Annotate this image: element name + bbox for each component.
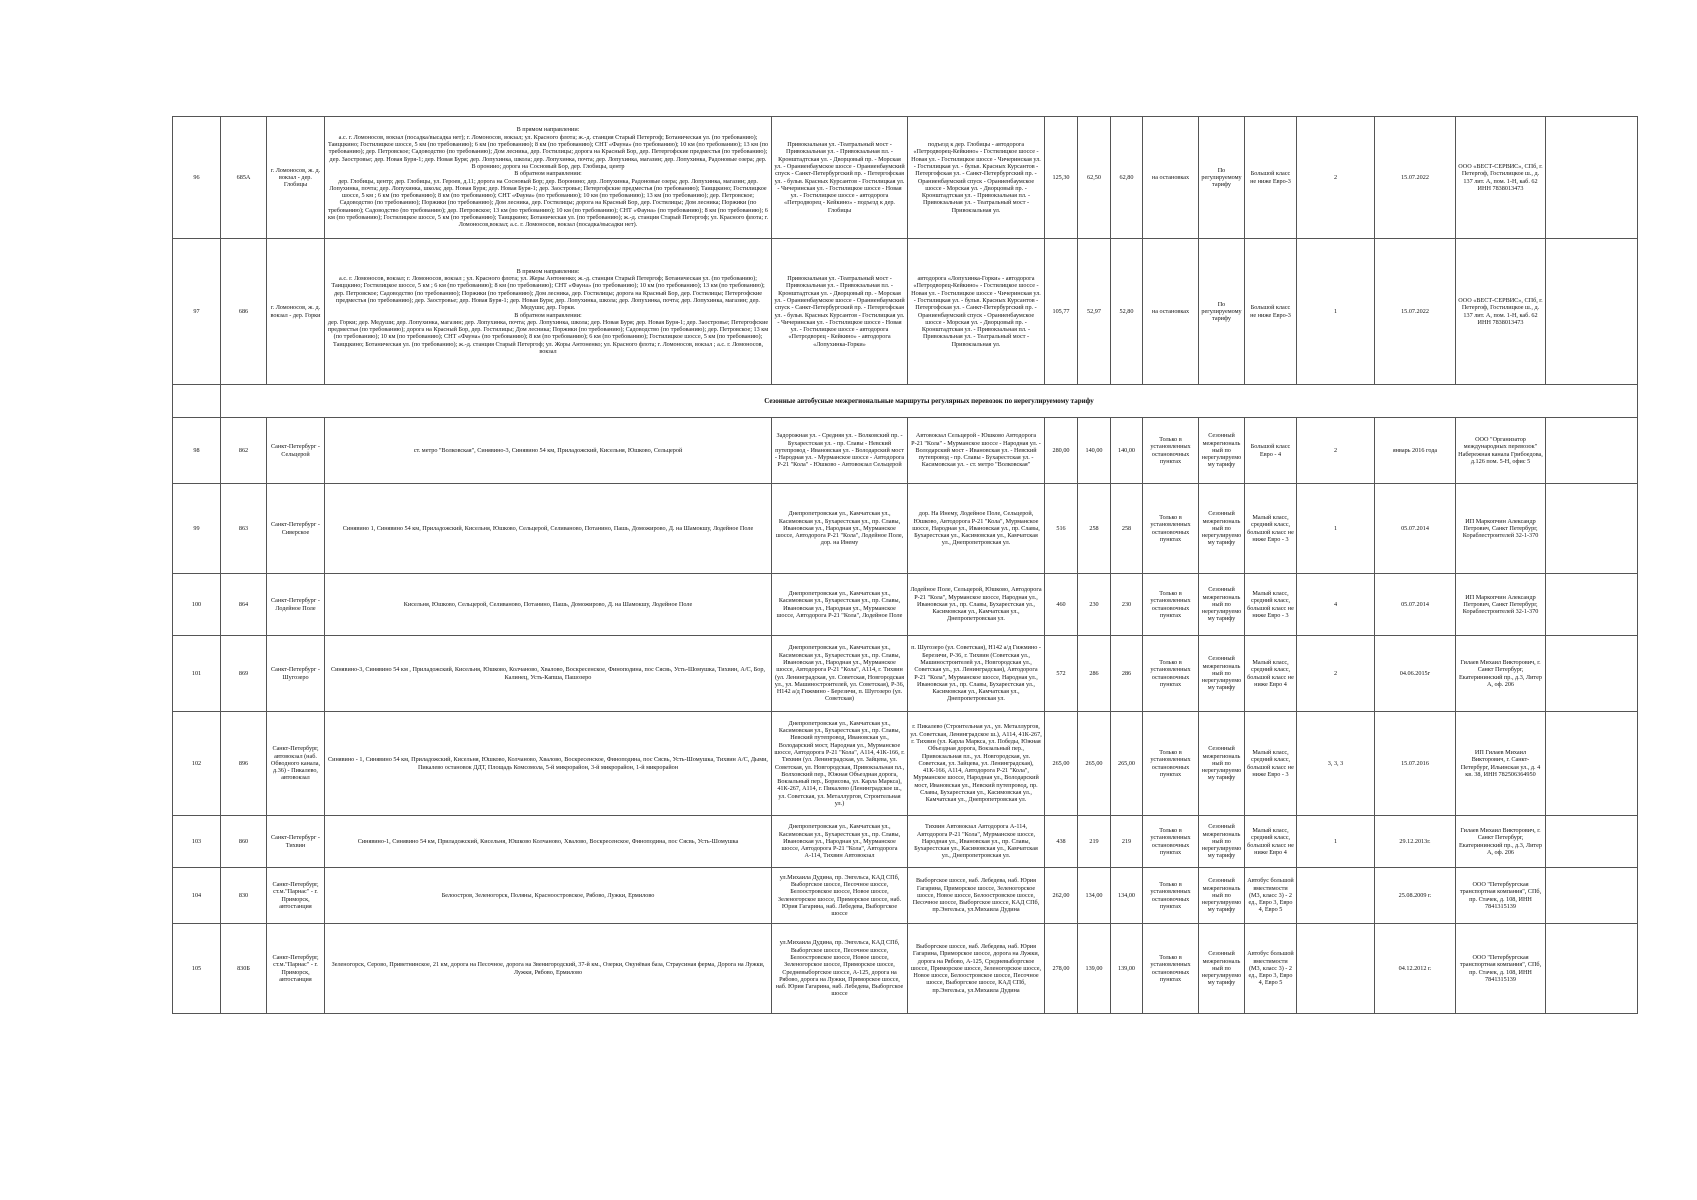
cell-route-number: 830Б (221, 924, 267, 1014)
cell-start-date: 15.07.2022 (1375, 117, 1456, 239)
cell-vehicle-count: 2 (1297, 418, 1375, 484)
cell-length-backward: 140,00 (1111, 418, 1143, 484)
route-table-sheet (172, 116, 1637, 1014)
cell-route-kind: Сезонный межрегиональный по нерегулируемому тарифу (1199, 712, 1245, 816)
cell-boarding-order: Только в установленных остановочных пунктах (1143, 868, 1199, 924)
section-title: Сезонные автобусные межрегиональные маршруты регулярных перевозок по нерегулируемому тарифу (221, 385, 1638, 418)
cell-row-number: 98 (173, 418, 221, 484)
cell-length-forward: 258 (1078, 484, 1111, 574)
cell-streets-backward: п. Шугозеро (ул. Советская), Н142 а/д Гижмино - Березичи, Р-36, г. Тихвин (Советская ул., Машиностроителей ул., Новгородская ул., Советская ул., ул. Ленинградская), Автодорога Р-21 "Кола", Мурманское шоссе, Народная ул., Ивановская ул., пр. Славы, Бухарестская ул., Касимовская ул., Камчатская ул., Днепропетровская ул. (908, 636, 1045, 712)
cell-blank (1546, 636, 1638, 712)
cell-route-number: 860 (221, 816, 267, 868)
cell-streets-forward: ул.Михаила Дудина, пр. Энгельса, КАД СПб, Выборгское шоссе, Песочное шоссе, Белоостровское шоссе, Новое шоссе, Зеленогорское шоссе, Приморское шоссе, наб. Юрия Гагарина, наб. Лебедева, Выборгское шоссе (772, 868, 908, 924)
route-row (173, 924, 1638, 1014)
cell-boarding-order: Только в установленных остановочных пунктах (1143, 418, 1199, 484)
cell-vehicle-class: Малый класс, средний класс, большой класс не ниже Евро - 3 (1245, 574, 1297, 636)
cell-boarding-order: на остановках (1143, 117, 1199, 239)
cell-stops: Синявино - 1, Синявино 54 км, Приладожский, Кисельня, Юшково, Колчаново, Хвалово, Воскресенское, Финоподина, пос Сясвь, Усть-Шомушка, Тихвин А/С, Дыми, Пикалево остановок ДДТ, Площадь Комсомола, 5-й микрорайон, 3-й микрорайон, 1-й микрорайон (325, 712, 772, 816)
cell-blank (1546, 239, 1638, 385)
cell-length-total: 572 (1045, 636, 1078, 712)
cell-vehicle-class: Малый класс, средний класс, большой класс не ниже Евро - 3 (1245, 712, 1297, 816)
cell-row-number: 101 (173, 636, 221, 712)
cell-boarding-order: Только в установленных остановочных пунктах (1143, 924, 1199, 1014)
cell-carrier: Гилаев Михаил Викторович, г. Санкт Петербург, Екатерининский пр., д.3, Литер А, оф. 206 (1456, 816, 1546, 868)
cell-route-name: Санкт-Петербург, ст.м."Парнас" - г. Приморск, автостанция (267, 924, 325, 1014)
cell-blank (1546, 418, 1638, 484)
stops-forward-title: В прямом направлении: (516, 126, 580, 134)
section-header-row (173, 385, 1638, 418)
cell-streets-forward: Задорожная ул. - Средняя ул. - Волковский пр. - Бухарестская ул. - пр. Славы - Невский путепровод - Ивановская ул. - Володарский мост - Народная ул. - Мурманское шоссе - Автодорога Р-21 "Кола" - Юшково - Автовокзал Сельцерой (772, 418, 908, 484)
cell-length-backward: 286 (1111, 636, 1143, 712)
cell-length-total: 125,30 (1045, 117, 1078, 239)
cell-streets-backward: автодорога «Лопухинка-Горки» - автодорога «Петродворец-Кейкино» - Гостилицкое шоссе - Новая ул. - Гостилицкое шоссе - Чичеринская ул. - Гостилицкая ул. - бульв. Красных Курсантов - Петергофская ул. - Санкт-Петербургский пр. - Ораниенбаумский спуск - Ораниенбаумское шоссе - Морская ул. - Дворцовый пр. - Кронштадтская ул. - Привокзальная пл. - Привокзальная ул. - Театральный мост - Привокзальная ул. (908, 239, 1045, 385)
cell-start-date: 05.07.2014 (1375, 574, 1456, 636)
cell-length-backward: 219 (1111, 816, 1143, 868)
cell-row-number: 100 (173, 574, 221, 636)
stops-forward: а.с. г. Ломоносов, вокзал; г. Ломоносов, вокзал ; ул. Красного флота; ул. Жеры Антоненко; ж.-д. станция Старый Петергоф; Ботаническая ул. (по требованию); Таиццкино; Гостилицкое шоссе, 5 км ; 6 км (по требованию); 8 км (по требованию); СНТ «Фауна» (по требованию); 10 км (по требованию); 13 км (по требованию); дер. Петровское; Садоводство (по требованию); Поржики (по требованию); Дом лесника, дер. Гостилицы; дорога на Красный Бор, дер. Гостилицы; Петергофские предместья (по требованию); дер. Заостровье; дер. Новая Буря-1; дер. Новая Буря; дер. Лопухинка, школа; дер. Лопухинка, почта; дер. Лопухинка, магазин; дер. Медуши; дер. Горки. (331, 274, 765, 312)
cell-vehicle-count: 1 (1297, 816, 1375, 868)
route-row (173, 636, 1638, 712)
cell-row-number: 97 (173, 239, 221, 385)
stops-backward: дер. Глобицы, центр; дер. Глобицы, ул. Героев, д.11; дорога на Сосновый Бор; дер. Воронино; дер. Лопухинка, Радоновые озера; дер. Лопухинка, магазин; дер. Лопухинка, почта; дер. Лопухинка, школа; дер. Новая Буря; дер. Новая Буря-1; дер. Заостровье; Петергофские предместья (по требованию); Таиццкино; Гостилицкое шоссе, 5 км ; 6 км (по требованию); 8 км (по требованию); СНТ «Фауна» (по требованию); 10 км (по требованию); 13 км (по требованию); дер. Петровское; Садоводство (по требованию); Поржики (по требованию); Дом лесника, дер. Гостилицы; дорога на Красный Бор, дер. Гостилицы; Дом лесника; Поржики (по требованию); Садоводство (по требованию); дер. Петровское; 13 км (по требованию); 10 км (по требованию); СНТ «Фауна» (по требованию); 8 км (по требованию); 6 км (по требованию); Гостилицкое шоссе, 5 км (по требованию); Таиццкино; Ботаническая ул. (по требованию); ж.-д. станция Старый Петергоф; ул. Красного флота; г. Ломоносов,вокзал; а.с. г. Ломоносов, вокзал (посадка/высадки нет). (327, 177, 768, 229)
cell-vehicle-count: 4 (1297, 574, 1375, 636)
cell-streets-backward: дор. На Инему, Лодейное Поле, Сельцерой, Юшково, Автодорога Р-21 "Кола", Мурманское шоссе, Народная ул., Ивановская ул., пр. Славы, Бухарестская ул., Касимовская ул., Камчатская ул., Днепропетровская ул. (908, 484, 1045, 574)
cell-boarding-order: Только в установленных остановочных пунктах (1143, 484, 1199, 574)
cell-length-forward: 52,97 (1078, 239, 1111, 385)
cell-blank (1546, 816, 1638, 868)
cell-route-name: Санкт-Петербург - Шугозеро (267, 636, 325, 712)
cell-route-name: Санкт-Петербург - Лодейное Поле (267, 574, 325, 636)
cell-streets-forward: Привокзальная ул. -Театральный мост - Привокзальная ул. - Привокзальная пл. - Кронштадтская ул. - Дворцовый пр. - Морская ул. - Ораниенбаумское шоссе - Ораниенбаумский спуск - Санкт-Петербургский пр. - Петергофская ул. - бульв. Красных Курсантов - Гостилицкая ул. - Чичеринская ул. - Гостилицкое шоссе - Новая ул. - Гостилицкое шоссе - автодорога «Петродворец - Кейкино» - подъезд к дер. Глобицы (772, 117, 908, 239)
cell-route-name: г. Ломоносов, ж. д. вокзал - дер. Горки (267, 239, 325, 385)
cell-length-total: 262,00 (1045, 868, 1078, 924)
cell-length-total: 438 (1045, 816, 1078, 868)
cell-carrier: ООО «ВЕСТ-СЕРВИС», СПб, г. Петергоф, Гостилицкое ш., д. 137 лит. А, пом. 1-Н, каб. 62 ИНН 7838013473 (1456, 117, 1546, 239)
cell-boarding-order: на остановках (1143, 239, 1199, 385)
cell-streets-forward: Привокзальная ул. -Театральный мост - Привокзальная ул. - Привокзальная пл. - Кронштадтская ул. - Дворцовый пр. - Морская ул. - Ораниенбаумское шоссе - Ораниенбаумский спуск - Санкт-Петербургский пр. - Петергофская ул. - бульв. Красных Курсантов - Гостилицкая ул. - Чичеринская ул. - Гостилицкое шоссе - Новая ул. - Гостилицкое шоссе - автодорога «Петродворец - Кейкино» - автодорога «Лопухинка-Горки» (772, 239, 908, 385)
cell-streets-forward: Днепропетровская ул., Камчатская ул., Касимовская ул., Бухарестская ул., пр. Славы, Ивановская ул., Народная ул., Мурманское шоссе, Автодорога Р-21 "Кола", А114, г. Тихвин (ул. Ленинградская, ул. Советская, Новгородская ул., ул. Машиностроителей, ул. Советская), Р-36, Н142 а/д Гижмино - Березичи, п. Шугозеро (ул. Советская) (772, 636, 908, 712)
cell-row-number: 99 (173, 484, 221, 574)
cell-streets-forward: ул.Михаила Дудина, пр. Энгельса, КАД СПб, Выборгское шоссе, Песочное шоссе, Белоостровское шоссе, Новое шоссе, Зеленогорское шоссе, Приморское шоссе, Средневыборгское шоссе, А-125, дорога на Рябово, дорога на Лужки, Приморское шоссе, наб. Юрия Гагарина, наб. Лебедева, Выборгское шоссе (772, 924, 908, 1014)
cell-start-date: 04.12.2012 г. (1375, 924, 1456, 1014)
cell-row-number: 105 (173, 924, 221, 1014)
cell-streets-forward: Днепропетровская ул., Камчатская ул., Касимовская ул., Бухарестская ул., пр. Славы, Невский путепровод, Ивановская ул., Володарский мост, Народная ул., Мурманское шоссе, Автодорога Р-21 "Кола", А114, 41К-166, г. Тихвин (ул. Ленинградская, ул. Зайцева, ул. Советская, ул. Новгородская, Привокзальная пл., Волховский пер., Южная Объездная дорога, Вокзальный пер., Борисова, ул. Карла Маркса), 41К-267, А114, г. Пикалево (Ленинградское ш., ул. Советская, ул. Металлургов, Строительная ул.) (772, 712, 908, 816)
cell-route-name: Санкт-Петербург - Сельцерой (267, 418, 325, 484)
cell-route-name: Санкт-Петербург - Сиверское (267, 484, 325, 574)
cell-route-kind: По регулируемому тарифу (1199, 239, 1245, 385)
cell-length-total: 460 (1045, 574, 1078, 636)
cell-stops: Зеленогорск, Серово, Приветнинское, 21 км, дорога на Песочное, дорога на Звенигородский, 37-й км., Озерки, Окунёвая база, Страусиная ферма, Дорога на Лужки, Лужки, Рябово, Ермилово (325, 924, 772, 1014)
cell-boarding-order: Только в установленных остановочных пунктах (1143, 816, 1199, 868)
cell-streets-backward: г. Пикалево (Строительная ул., ул. Металлургов, ул. Советская, Ленинградское ш.), А114, 41К-267, г. Тихвин (ул. Карла Маркса, ул. Победы, Южная Объездная дорога, Вокзальный пер., Привокзальная пл., ул. Новгородская, ул. Советская, ул. Зайцева, ул. Ленинградская), 41К-166, А114, Автодорога Р-21 "Кола", Мурманское шоссе, Народная ул., Володарский мост, Ивановская ул., Невский путепровод, пр. Славы, Бухарестская ул., Касимовская ул., Камчатская ул., Днепропетровская ул. (908, 712, 1045, 816)
cell-stops: Белоостров, Зеленогорск, Поляны, Красноостровское, Рябово, Лужки, Ермилово (325, 868, 772, 924)
cell-carrier: ООО "Организатор международных перевозок" Набережная канала Грибоедова, д.126 пом. 5-Н, офис 5 (1456, 418, 1546, 484)
cell-vehicle-class: Малый класс, средний класс, большой класс не ниже Евро 4 (1245, 816, 1297, 868)
cell-carrier: ООО "Петербургская транспортная компания", СПб, пр. Стачек, д. 108, ИНН 7841315139 (1456, 924, 1546, 1014)
cell-route-kind: Сезонный межрегиональный по нерегулируемому тарифу (1199, 574, 1245, 636)
route-row (173, 239, 1638, 385)
cell-route-kind: Сезонный межрегиональный по нерегулируемому тарифу (1199, 816, 1245, 868)
cell-row-number: 102 (173, 712, 221, 816)
cell-stops: ст. метро "Волковская", Синявино-3, Синявино 54 км, Приладожский, Кисельня, Юшково, Сельцерой (325, 418, 772, 484)
stops-backward-title: В обратном направлении: (514, 311, 582, 319)
cell-length-forward: 219 (1078, 816, 1111, 868)
cell-vehicle-class: Автобус большой вместимости (М3, класс 3) - 2 ед., Евро 3, Евро 4, Евро 5 (1245, 924, 1297, 1014)
stops-backward-title: В обратном направлении: (514, 170, 582, 178)
route-row (173, 816, 1638, 868)
cell-route-number: 685А (221, 117, 267, 239)
cell-route-number: 896 (221, 712, 267, 816)
cell-stops: Синявино 1, Синявино 54 км, Приладожский, Кисельня, Юшково, Сельцерой, Селиваново, Потанино, Пашь, Доможирово, Д. на Шамокшу, Лодейное Поле (325, 484, 772, 574)
cell-start-date: 04.06.2015г (1375, 636, 1456, 712)
cell-route-number: 830 (221, 868, 267, 924)
cell-route-kind: Сезонный межрегиональный по нерегулируемому тарифу (1199, 418, 1245, 484)
cell-boarding-order: Только в установленных остановочных пунктах (1143, 574, 1199, 636)
cell-length-backward: 265,00 (1111, 712, 1143, 816)
cell-length-backward: 134,00 (1111, 868, 1143, 924)
cell-streets-forward: Днепропетровская ул., Камчатская ул., Касимовская ул., Бухарестская ул., пр. Славы, Ивановская ул., Народная ул., Мурманское шоссе, Автодорога Р-21 "Кола", Лодейное Поле, дор. на Инему (772, 484, 908, 574)
cell-stops (325, 117, 772, 239)
cell-start-date: 15.07.2016 (1375, 712, 1456, 816)
section-blank-cell (173, 385, 221, 418)
cell-route-name: Санкт-Петербург, автовокзал (наб. Обводного канала, д.36) - Пикалево, автовокзал (267, 712, 325, 816)
cell-blank (1546, 574, 1638, 636)
cell-length-backward: 139,00 (1111, 924, 1143, 1014)
cell-stops (325, 239, 772, 385)
cell-route-name: г. Ломоносов, ж. д. вокзал - дер. Глобицы (267, 117, 325, 239)
route-row (173, 117, 1638, 239)
cell-route-kind: Сезонный межрегиональный по нерегулируемому тарифу (1199, 924, 1245, 1014)
cell-row-number: 104 (173, 868, 221, 924)
cell-vehicle-class: Малый класс, средний класс, большой класс не ниже Евро 4 (1245, 636, 1297, 712)
cell-start-date: 29.12.2013г. (1375, 816, 1456, 868)
cell-streets-backward: Автовокзал Сельцерой - Юшково Автодорога Р-21 "Кола" - Мурманское шоссе - Народная ул. - Володарский мост - Ивановская ул. - Невский путепровод - пр. Славы - Бухарестская ул. - Касимовская ул. - ст. метро "Волковская" (908, 418, 1045, 484)
cell-length-forward: 286 (1078, 636, 1111, 712)
cell-vehicle-class: Большой класс Евро - 4 (1245, 418, 1297, 484)
route-row (173, 484, 1638, 574)
cell-streets-backward: Выборгское шоссе, наб. Лебедева, наб. Юрия Гагарина, Приморское шоссе, Зеленогорское шоссе, Новое шоссе, Белоостровское шоссе, Песочное шоссе, Выборгское шоссе, КАД СПб, пр.Энгельса, ул.Михаила Дудина (908, 868, 1045, 924)
cell-length-forward: 134,00 (1078, 868, 1111, 924)
cell-length-total: 105,77 (1045, 239, 1078, 385)
cell-length-forward: 62,50 (1078, 117, 1111, 239)
cell-vehicle-count (1297, 924, 1375, 1014)
cell-length-forward: 230 (1078, 574, 1111, 636)
cell-stops: Кисельня, Юшково, Сельцерой, Селиваново, Потанино, Пашь, Доможирово, Д. на Шамокшу, Лодейное Поле (325, 574, 772, 636)
cell-blank (1546, 712, 1638, 816)
cell-carrier: ООО "Петербургская транспортная компания", СПб, пр. Стачек, д. 108, ИНН 7841315139 (1456, 868, 1546, 924)
cell-length-backward: 258 (1111, 484, 1143, 574)
cell-blank (1546, 924, 1638, 1014)
cell-start-date: январь 2016 года (1375, 418, 1456, 484)
cell-route-kind: По регулируемому тарифу (1199, 117, 1245, 239)
cell-vehicle-count (1297, 868, 1375, 924)
cell-streets-backward: подъезд к дер. Глобицы - автодорога «Петродворец-Кейкино» - Гостилицкое шоссе - Новая ул. - Гостилицкое шоссе - Чичеринская ул. - Гостилицкая ул. - бульв. Красных Курсантов - Петергофская ул. - Санкт-Петербургский пр. - Ораниенбаумский спуск - Ораниенбаумское шоссе - Морская ул. - Дворцовый пр. - Кронштадтская ул. - Привокзальная пл. - Привокзальная ул. - Театральный мост - Привокзальная ул. (908, 117, 1045, 239)
route-row (173, 712, 1638, 816)
cell-vehicle-count: 2 (1297, 636, 1375, 712)
cell-streets-backward: Выборгское шоссе, наб. Лебедева, наб. Юрия Гагарина, Приморское шоссе, дорога на Лужки, дорога на Рябово, А-125, Средневыборгское шоссе, Приморское шоссе, Зеленогорское шоссе, Новое шоссе, Белоостровское шоссе, Песочное шоссе, Выборгское шоссе, КАД СПб, пр.Энгельса, ул.Михаила Дудина (908, 924, 1045, 1014)
cell-route-name: Санкт-Петербург - Тихвин (267, 816, 325, 868)
cell-length-backward: 230 (1111, 574, 1143, 636)
cell-route-number: 864 (221, 574, 267, 636)
cell-length-total: 280,00 (1045, 418, 1078, 484)
cell-carrier: Гилаев Михаил Викторович, г. Санкт Петербург, Екатерининский пр., д.3, Литер А, оф. 206 (1456, 636, 1546, 712)
stops-forward: а.с. г. Ломоносов, вокзал (посадка/высадка нет); г. Ломоносов, вокзал; ул. Красного флота; ж.-д. станция Старый Петергоф; Ботаническая ул. (по требованию); Таиццкино; Гостилицкое шоссе, 5 км (по требованию); 6 км (по требованию); 8 км (по требованию); СНТ «Фауна» (по требованию); 10 км (по требованию); 13 км (по требованию); дер. Петровское; Садоводство (по требованию); Дом лесника, дер. Гостилицы; дорога на Красный Бор, дер. Петергофские предместья (по требованию); дер. Заостровье; дер. Новая Буря-1; дер. Новая Буря; дер. Лопухинка, школа; дер. Лопухинка, почта; дер. Лопухинка, магазин; дер. Лопухинка, Радоновые озера; дер. В орониио; дорога на Сосновый Бор, дер. Глобицы, центр (327, 133, 769, 170)
cell-route-kind: Сезонный межрегиональный по нерегулируемому тарифу (1199, 636, 1245, 712)
cell-route-kind: Сезонный межрегиональный по нерегулируемому тарифу (1199, 868, 1245, 924)
cell-streets-backward: Лодейное Поле, Сельцерой, Юшково, Автодорога Р-21 "Кола", Мурманское шоссе, Народная ул., Ивановская ул., пр. Славы, Бухарестская ул., Касимовская ул., Камчатская ул., Днепропетровская ул. (908, 574, 1045, 636)
cell-vehicle-class: Большой класс не ниже Евро-3 (1245, 117, 1297, 239)
cell-start-date: 05.07.2014 (1375, 484, 1456, 574)
stops-forward-title: В прямом направлении: (516, 267, 580, 275)
cell-length-forward: 140,00 (1078, 418, 1111, 484)
cell-route-number: 862 (221, 418, 267, 484)
cell-stops: Синявино-3, Синявино 54 км , Приладожский, Кисельня, Юшково, Колчаново, Хвалово, Воскресенское, Финоподина, пос Сясвь, Усть-Шомушка, Тихвин, А/С, Бор, Калинец, Усть-Капша, Пашозеро (325, 636, 772, 712)
cell-boarding-order: Только в установленных остановочных пунктах (1143, 712, 1199, 816)
route-row (173, 418, 1638, 484)
cell-length-backward: 52,80 (1111, 239, 1143, 385)
cell-route-number: 863 (221, 484, 267, 574)
cell-length-forward: 265,00 (1078, 712, 1111, 816)
routes-table (172, 116, 1638, 1014)
cell-vehicle-count: 3, 3, 3 (1297, 712, 1375, 816)
route-row (173, 574, 1638, 636)
cell-length-backward: 62,80 (1111, 117, 1143, 239)
cell-route-number: 686 (221, 239, 267, 385)
cell-route-kind: Сезонный межрегиональный по нерегулируемому тарифу (1199, 484, 1245, 574)
cell-vehicle-class: Малый класс, средний класс, большой класс не ниже Евро - 3 (1245, 484, 1297, 574)
stops-backward: дер. Горки; дер. Медуши; дер. Лопухинка, магазин; дер. Лопухинка, почта; дер. Лопухинка, школа; дер. Новая Буря; дер. Новая Буря-1; дер. Заостровье; Петергофские предместья (по требованию); дорога на Красный Бор, дер. Гостилицы; Дом лесника; Поржики (по требованию); Садоводство (по требованию); дер. Петровское; 13 км (по требованию); 10 км (по требованию); СНТ «Фауна» (по требованию); 8 км (по требованию); 6 км (по требованию); Гостилицкое шоссе, 5 км (по требованию); Таиццкино; Ботаническая ул. (по требованию); ж.-д. станция Старый Петергоф; ул. Жоры Антоненко; ул. Красного флота; г. Ломоносов, вокзал ; а.с. г. Ломоносов, вокзал (327, 318, 769, 356)
cell-start-date: 15.07.2022 (1375, 239, 1456, 385)
cell-carrier: ИП Гилаев Михаил Викторович, г. Санкт-Петербург, Ильинская ул., д. 4 кв. 38, ИНН 782506364950 (1456, 712, 1546, 816)
cell-vehicle-class: Автобус большой вместимости (М3, класс 3) - 2 ед., Евро 3, Евро 4, Евро 5 (1245, 868, 1297, 924)
cell-blank (1546, 484, 1638, 574)
cell-vehicle-class: Большой класс не ниже Евро-3 (1245, 239, 1297, 385)
cell-blank (1546, 117, 1638, 239)
cell-vehicle-count: 2 (1297, 117, 1375, 239)
cell-carrier: ООО «ВЕСТ-СЕРВИС», СПб, г. Петергоф, Гостилицкое ш., д. 137 лит. А, пом. 1-Н, каб. 62 ИНН 7838013473 (1456, 239, 1546, 385)
cell-row-number: 103 (173, 816, 221, 868)
cell-length-total: 265,00 (1045, 712, 1078, 816)
cell-vehicle-count: 1 (1297, 239, 1375, 385)
cell-streets-forward: Днепропетровская ул., Камчатская ул., Касимовская ул., Бухарестская ул., пр. Славы, Ивановская ул., Народная ул., Мурманское шоссе, Автодорога Р-21 "Кола", Лодейное Поле (772, 574, 908, 636)
cell-stops: Синявино-1, Синявино 54 км, Приладожский, Кисельня, Юшково Колчаново, Хвалово, Воскресенское, Финоподина, пос Сясвь, Усть-Шомушка (325, 816, 772, 868)
cell-route-number: 869 (221, 636, 267, 712)
cell-start-date: 25.08.2009 г. (1375, 868, 1456, 924)
cell-row-number: 96 (173, 117, 221, 239)
cell-carrier: ИП Маркопчин Александр Петрович, Санкт Петербург, Кораблестроителей 32-1-370 (1456, 484, 1546, 574)
cell-vehicle-count: 1 (1297, 484, 1375, 574)
route-row (173, 868, 1638, 924)
cell-boarding-order: Только в установленных остановочных пунктах (1143, 636, 1199, 712)
cell-length-forward: 139,00 (1078, 924, 1111, 1014)
cell-carrier: ИП Маркопчин Александр Петрович, Санкт Петербург, Кораблестроителей 32-1-370 (1456, 574, 1546, 636)
cell-streets-backward: Тихвин Автовокзал Автодорога А-114, Автодорога Р-21 "Кола", Мурманское шоссе, Народная ул., Ивановская ул., пр. Славы, Бухарестская ул., Касимовская ул., Камчатская ул., Днепропетровская ул. (908, 816, 1045, 868)
cell-length-total: 516 (1045, 484, 1078, 574)
cell-length-total: 278,00 (1045, 924, 1078, 1014)
cell-streets-forward: Днепропетровская ул., Камчатская ул., Касимовская ул., Бухарестская ул., пр. Славы, Ивановская ул., Народная ул., Мурманское шоссе, Автодорога Р-21 "Кола", Автодорога А-114, Тихвин Автовокзал (772, 816, 908, 868)
cell-blank (1546, 868, 1638, 924)
cell-route-name: Санкт-Петербург, ст.м."Парнас" - г. Приморск, автостанция (267, 868, 325, 924)
